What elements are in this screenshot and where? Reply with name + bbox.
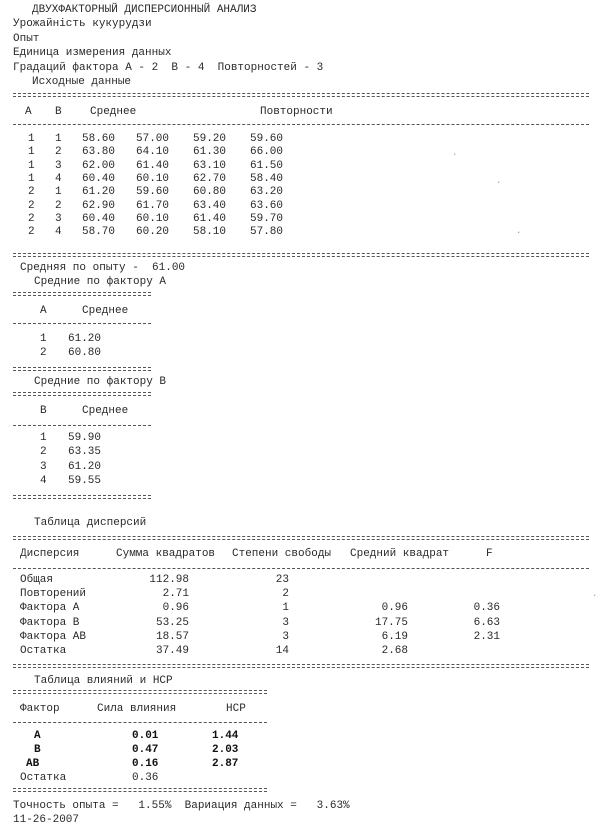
source-cell-b: 4	[55, 226, 62, 239]
scan-speck: ·	[516, 228, 522, 238]
anova-cell-ss: 112.98	[149, 574, 189, 586]
influence-col-lsd: НСР	[226, 703, 246, 715]
source-cell-a: 2	[28, 212, 35, 225]
source-cell-a: 2	[28, 199, 35, 212]
factor-a-title: Средние по фактору А	[34, 276, 167, 288]
factor-b-title: Средние по фактору В	[34, 376, 167, 388]
source-cell-a: 1	[28, 172, 35, 185]
factor-b-level: 2	[40, 446, 47, 459]
anova-col-sum-squares: Сумма квадратов	[116, 548, 216, 560]
factor-b-level: 4	[40, 474, 47, 487]
dashed-rule	[13, 722, 267, 723]
factor-a-col-a: А	[40, 305, 47, 317]
factor-b-mean: 63.35	[68, 446, 102, 459]
scan-speck: ·	[592, 591, 598, 601]
anova-cell-df: 2	[282, 588, 289, 601]
source-cell-b: 3	[55, 159, 62, 172]
influence-col-factor: Фактор	[20, 703, 60, 715]
experiment-label: Опыт	[13, 33, 40, 45]
anova-cell-df: 23	[275, 574, 289, 586]
source-cell-rep3: 59.60	[250, 133, 284, 145]
influence-cell-lsd: 2.03	[212, 744, 239, 756]
anova-cell-name: Фактора В	[20, 616, 80, 629]
source-cell-rep2: 63.40	[193, 199, 227, 212]
influence-cell-factor: АВ	[26, 758, 40, 770]
anova-cell-name: Общая	[20, 574, 54, 586]
source-col-reps: Повторности	[260, 106, 333, 118]
double-rule	[13, 664, 589, 668]
anova-col-f: F	[486, 548, 493, 560]
anova-cell-ms: 17.75	[374, 616, 408, 629]
source-cell-rep1: 60.10	[136, 212, 170, 225]
source-cell-rep2: 61.40	[193, 212, 227, 225]
influence-cell-factor: А	[34, 730, 41, 742]
anova-cell-name: Фактора АВ	[20, 630, 87, 643]
source-cell-rep2: 59.20	[193, 133, 227, 145]
factor-a-mean: 61.20	[68, 333, 102, 345]
source-cell-rep1: 64.10	[136, 146, 170, 159]
dashed-rule	[13, 568, 589, 569]
source-cell-mean: 61.20	[82, 186, 116, 199]
factor-a-level: 2	[40, 347, 47, 359]
source-cell-a: 1	[28, 133, 35, 145]
factor-a-mean: 60.80	[68, 347, 102, 359]
double-rule	[13, 690, 267, 694]
anova-col-mean-square: Средний квадрат	[350, 548, 450, 560]
factor-b-col-mean: Среднее	[82, 405, 129, 417]
source-cell-mean: 62.00	[82, 159, 116, 172]
scan-speck: ·	[496, 178, 502, 188]
source-cell-rep3: 63.60	[250, 199, 284, 212]
source-col-mean: Среднее	[90, 106, 137, 118]
accuracy-line: Точность опыта = 1.55% Вариация данных = 3.63%	[13, 800, 350, 812]
factor-b-level: 1	[40, 432, 47, 444]
factor-b-mean: 59.90	[68, 432, 102, 444]
anova-cell-df: 3	[282, 630, 289, 643]
source-cell-rep2: 63.10	[193, 159, 227, 172]
source-cell-b: 2	[55, 199, 62, 212]
anova-cell-f: 2.31	[473, 630, 500, 643]
anova-cell-ss: 0.96	[162, 602, 189, 615]
source-cell-mean: 63.80	[82, 146, 116, 159]
anova-col-dispersion: Дисперсия	[20, 548, 80, 560]
source-cell-rep3: 58.40	[250, 172, 284, 185]
influence-cell-factor: Остатка	[20, 772, 67, 784]
source-cell-rep3: 66.00	[250, 146, 284, 159]
influence-cell-power: 0.47	[132, 744, 159, 756]
anova-cell-df: 3	[282, 616, 289, 629]
double-rule	[13, 788, 267, 792]
source-cell-rep2: 61.30	[193, 146, 227, 159]
factor-b-mean: 59.55	[68, 474, 102, 487]
document-title: ДВУХФАКТОРНЫЙ ДИСПЕРСИОННЫЙ АНАЛИЗ	[32, 4, 257, 16]
double-rule	[13, 392, 151, 396]
factor-a-col-mean: Среднее	[82, 305, 129, 317]
dashed-rule	[13, 323, 151, 324]
anova-cell-name: Повторений	[20, 588, 87, 601]
source-cell-mean: 58.70	[82, 226, 116, 239]
double-rule	[13, 93, 589, 97]
double-rule	[13, 292, 151, 296]
double-rule	[13, 536, 589, 540]
source-cell-b: 3	[55, 212, 62, 225]
source-col-b: В	[55, 106, 62, 118]
source-cell-rep1: 57.00	[136, 133, 170, 145]
anova-cell-ss: 18.57	[155, 630, 189, 643]
factor-b-col-b: В	[40, 405, 47, 417]
anova-cell-ss: 37.49	[155, 645, 189, 657]
influence-cell-factor: В	[34, 744, 41, 756]
source-cell-mean: 60.40	[82, 212, 116, 225]
anova-cell-name: Фактора А	[20, 602, 80, 615]
double-rule	[13, 253, 589, 257]
source-cell-a: 2	[28, 226, 35, 239]
anova-cell-f: 6.63	[473, 616, 500, 629]
source-cell-rep3: 63.20	[250, 186, 284, 199]
anova-cell-name: Остатка	[20, 645, 67, 657]
source-cell-a: 1	[28, 146, 35, 159]
source-cell-a: 2	[28, 186, 35, 199]
scan-speck: ·	[452, 150, 458, 160]
anova-cell-ss: 53.25	[155, 616, 189, 629]
source-cell-mean: 60.40	[82, 172, 116, 185]
influence-col-power: Сила влияния	[97, 703, 177, 715]
source-cell-rep1: 61.70	[136, 199, 170, 212]
influence-cell-lsd: 2.87	[212, 758, 239, 770]
double-rule	[13, 495, 151, 499]
factor-a-level: 1	[40, 333, 47, 345]
anova-cell-df: 1	[282, 602, 289, 615]
dashed-rule	[13, 425, 151, 426]
source-cell-b: 2	[55, 146, 62, 159]
anova-cell-df: 14	[275, 645, 289, 657]
influence-cell-power: 0.16	[132, 758, 159, 770]
gradations-label: Градаций фактора А - 2 В - 4 Повторностей - 3	[13, 62, 324, 74]
source-cell-rep3: 61.50	[250, 159, 284, 172]
source-cell-mean: 62.90	[82, 199, 116, 212]
source-cell-rep3: 59.70	[250, 212, 284, 225]
source-cell-rep1: 60.20	[136, 226, 170, 239]
factor-b-mean: 61.20	[68, 460, 102, 473]
double-rule	[13, 367, 151, 371]
anova-cell-f: 0.36	[473, 602, 500, 615]
influence-cell-power: 0.01	[132, 730, 159, 742]
unit-label: Единица измерения данных	[13, 47, 172, 59]
source-cell-rep1: 59.60	[136, 186, 170, 199]
influence-cell-lsd: 1.44	[212, 730, 239, 742]
source-cell-rep2: 58.10	[193, 226, 227, 239]
source-cell-rep3: 57.80	[250, 226, 284, 239]
influence-cell-power: 0.36	[132, 772, 159, 784]
source-cell-b: 1	[55, 186, 62, 199]
crop-label: Урожайність кукурудзи	[13, 18, 152, 30]
overall-mean: Средняя по опыту - 61.00	[20, 262, 186, 274]
source-cell-b: 1	[55, 133, 62, 145]
source-cell-rep2: 60.80	[193, 186, 227, 199]
anova-cell-ms: 6.19	[381, 630, 408, 643]
source-col-a: А	[25, 106, 32, 118]
influence-title: Таблица влияний и НСР	[34, 675, 173, 687]
anova-col-df: Степени свободы	[232, 548, 332, 560]
source-cell-rep1: 61.40	[136, 159, 170, 172]
dashed-rule	[13, 124, 589, 125]
source-cell-b: 4	[55, 172, 62, 185]
anova-title: Таблица дисперсий	[34, 517, 147, 529]
source-cell-rep1: 60.10	[136, 172, 170, 185]
print-date: 11-26-2007	[13, 814, 80, 826]
anova-cell-ms: 2.68	[381, 645, 408, 657]
source-cell-a: 1	[28, 159, 35, 172]
source-cell-rep2: 62.70	[193, 172, 227, 185]
factor-b-level: 3	[40, 460, 47, 473]
source-data-title: Исходные данные	[32, 76, 132, 88]
anova-cell-ss: 2.71	[162, 588, 189, 601]
source-cell-mean: 58.60	[82, 133, 116, 145]
anova-cell-ms: 0.96	[381, 602, 408, 615]
